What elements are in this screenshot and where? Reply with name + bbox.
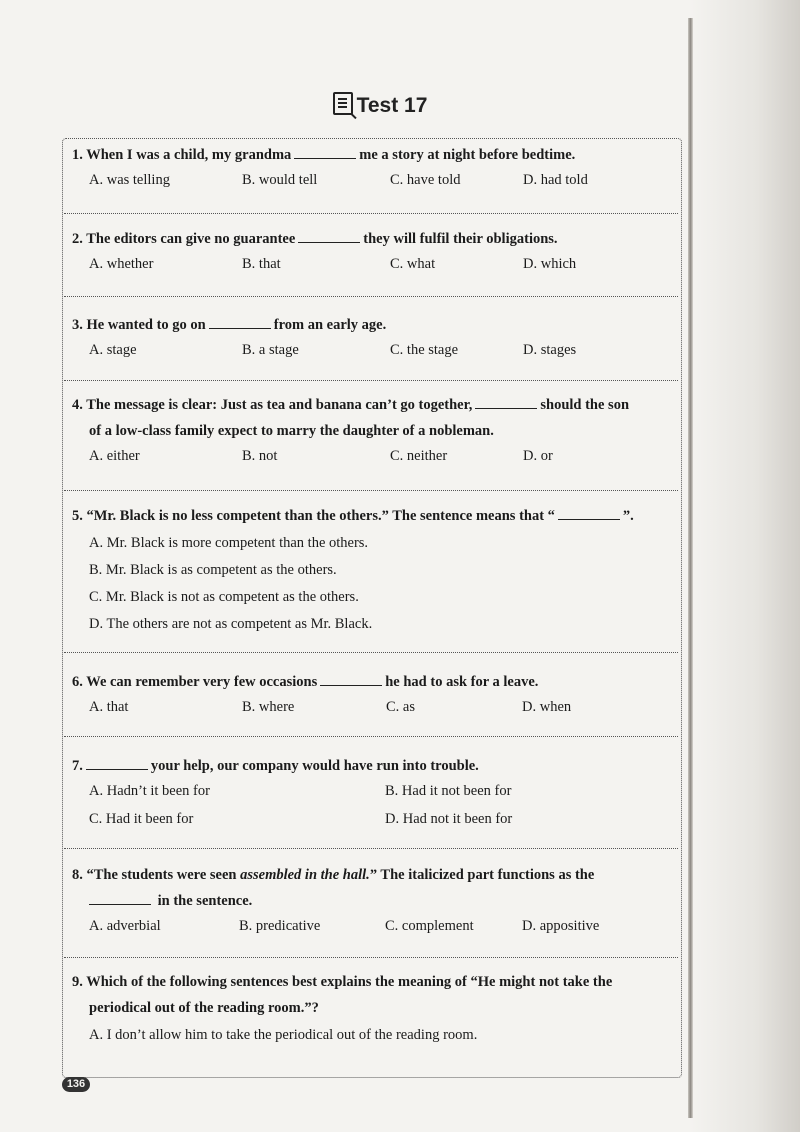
option-d: D. or [523, 448, 553, 464]
answer-blank [89, 892, 151, 905]
page-edge-shadow [690, 0, 800, 1132]
question-divider [64, 490, 678, 491]
option-b: B. predicative [239, 918, 321, 934]
answer-blank [320, 673, 382, 686]
option-a: A. adverbial [89, 918, 161, 934]
option-b: B. would tell [242, 172, 318, 188]
answer-blank [475, 396, 537, 409]
option-d: D. stages [523, 342, 577, 358]
question-9 [72, 973, 678, 1044]
question-divider [64, 652, 678, 653]
option-c: C. complement [385, 918, 474, 934]
question-5 [72, 507, 678, 633]
question-stem: 5. “Mr. Black is no less competent than the others.” The sentence means that “ ”. [72, 508, 634, 524]
option-d: D. which [523, 256, 577, 272]
question-stem: 6. We can remember very few occasions he had to ask for a leave. [72, 674, 539, 690]
option-a: A. either [89, 448, 140, 464]
question-stem: 1. When I was a child, my grandma me a story at night before bedtime. [72, 147, 576, 163]
option-c: C. Mr. Black is not as competent as the others. [89, 589, 359, 605]
question-6 [72, 673, 678, 719]
answer-blank [298, 230, 360, 243]
question-stem: 9. Which of the following sentences best explains the meaning of “He might not take the periodical out of the reading room.”? [72, 974, 613, 1016]
question-4 [72, 396, 678, 468]
question-divider [64, 848, 678, 849]
question-divider [64, 296, 678, 297]
option-a: A. Mr. Black is more competent than the others. [89, 535, 369, 551]
question-2 [72, 230, 678, 276]
question-1 [72, 146, 678, 192]
option-a: A. was telling [89, 172, 170, 188]
option-d: D. The others are not as competent as Mr. Black. [89, 616, 373, 632]
question-stem: 2. The editors can give no guarantee they will fulfil their obligations. [72, 231, 558, 247]
option-d: D. appositive [522, 918, 600, 934]
question-divider [64, 736, 678, 737]
option-a: A. that [89, 699, 129, 715]
answer-blank [86, 757, 148, 770]
option-b: B. Mr. Black is as competent as the others. [89, 562, 337, 578]
answer-blank [558, 507, 620, 520]
option-b: B. Had it not been for [385, 783, 512, 799]
question-divider [64, 213, 678, 214]
option-d: D. when [522, 699, 572, 715]
question-stem: 3. He wanted to go on from an early age. [72, 317, 387, 333]
option-a: A. Hadn’t it been for [89, 783, 210, 799]
question-stem: 8. “The students were seen assembled in the hall.” The italicized part functions as the in the sentence. [72, 867, 595, 909]
question-stem: 4. The message is clear: Just as tea and banana can’t go together, should the son of a low-class family expect to marry the daughter of a nobleman. [72, 397, 630, 439]
option-a: A. stage [89, 342, 137, 358]
question-stem: 7. your help, our company would have run into trouble. [72, 758, 479, 774]
option-c: C. what [390, 256, 436, 272]
option-a: A. whether [89, 256, 154, 272]
page-number: 136 [62, 1077, 90, 1092]
question-divider [64, 957, 678, 958]
answer-blank [294, 146, 356, 159]
option-c: C. the stage [390, 342, 459, 358]
question-7 [72, 757, 678, 831]
option-b: B. not [242, 448, 278, 464]
question-3 [72, 316, 678, 362]
answer-blank [209, 316, 271, 329]
option-c: C. have told [390, 172, 461, 188]
option-a: A. I don’t allow him to take the periodical out of the reading room. [89, 1027, 478, 1043]
option-c: C. neither [390, 448, 448, 464]
book-spine [688, 18, 693, 1118]
option-b: B. that [242, 256, 281, 272]
question-divider [64, 380, 678, 381]
option-d: D. had told [523, 172, 588, 188]
option-d: D. Had not it been for [385, 811, 513, 827]
option-b: B. where [242, 699, 295, 715]
question-8 [72, 866, 678, 938]
notepad-icon [333, 92, 353, 115]
option-b: B. a stage [242, 342, 299, 358]
option-c: C. Had it been for [89, 811, 194, 827]
option-c: C. as [386, 699, 415, 715]
page-title: Test 17 [0, 92, 760, 118]
